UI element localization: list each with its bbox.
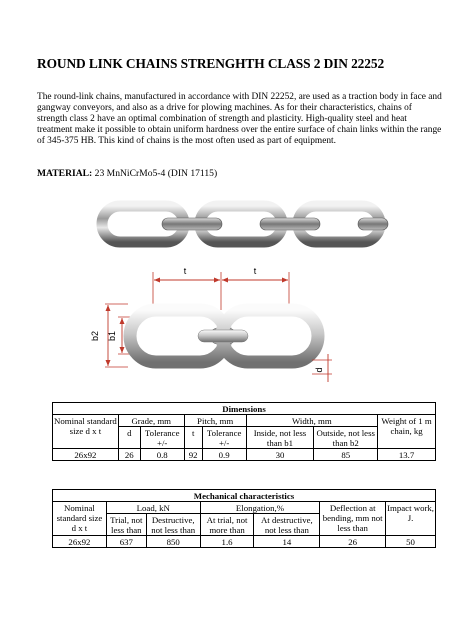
col-outside: Outside, not less than b2 bbox=[314, 427, 378, 449]
mechanical-table bbox=[52, 489, 436, 548]
intro-paragraph: The round-link chains, manufactured in accordance with DIN 22252, are used as a traction body in face and gangway conveyors, and also as a drive for plowing machines. As for their characteristics, chains of strength class 2 have an optimal combination of strength and plasticity. High-quality steel and heat treatment make it possible to obtain uniform hardness over the entire surface of chain links within the range of 345-375 HB. This kind of chains is the most often used as part of equipment. bbox=[37, 92, 442, 146]
table-cell: 14 bbox=[254, 536, 320, 548]
table-row bbox=[53, 449, 436, 461]
table-cell: 0.8 bbox=[140, 449, 184, 461]
col-nominal: Nominal standard size d x t bbox=[53, 415, 119, 449]
table-cell: 85 bbox=[314, 449, 378, 461]
col-grade-tolerance: Tolerance +/- bbox=[140, 427, 184, 449]
dim-t-label-1: t bbox=[183, 266, 187, 276]
table-cell: 0.9 bbox=[202, 449, 246, 461]
col-load: Load, kN bbox=[106, 502, 200, 514]
col-t: t bbox=[184, 427, 202, 449]
table-cell: 92 bbox=[184, 449, 202, 461]
dimensions-table bbox=[52, 402, 436, 461]
table-cell: 26 bbox=[320, 536, 386, 548]
dim-b2-label: b2 bbox=[90, 330, 100, 342]
table-cell: 26x92 bbox=[53, 536, 107, 548]
table-cell: 13.7 bbox=[378, 449, 436, 461]
col-at-destructive: At destructive, not less than bbox=[254, 514, 320, 536]
col-pitch: Pitch, mm bbox=[184, 415, 246, 427]
page-title: ROUND LINK CHAINS STRENGHTH CLASS 2 DIN 22252 bbox=[37, 56, 385, 71]
col-inside: Inside, not less than b1 bbox=[246, 427, 314, 449]
mechanical-caption: Mechanical characteristics bbox=[53, 490, 436, 502]
col-grade: Grade, mm bbox=[118, 415, 184, 427]
table-cell: 1.6 bbox=[200, 536, 254, 548]
table-cell: 26 bbox=[118, 449, 140, 461]
table-cell: 26x92 bbox=[53, 449, 119, 461]
col-weight: Weight of 1 m chain, kg bbox=[378, 415, 436, 449]
dim-d-label: d bbox=[314, 367, 324, 373]
chain-photo bbox=[100, 196, 390, 256]
dim-t-label-2: t bbox=[253, 266, 257, 276]
diagram-link-connector bbox=[198, 330, 248, 342]
dimensions-caption: Dimensions bbox=[53, 403, 436, 415]
col-width: Width, mm bbox=[246, 415, 378, 427]
table-cell: 50 bbox=[386, 536, 436, 548]
col-deflection: Deflection at bending, mm not less than bbox=[320, 502, 386, 536]
col-elongation: Elongation,% bbox=[200, 502, 320, 514]
col-destructive: Destructive, not less than bbox=[146, 514, 200, 536]
col-at-trial: At trial, not more than bbox=[200, 514, 254, 536]
table-cell: 637 bbox=[106, 536, 146, 548]
material-value: 23 MnNiCrMo5-4 (DIN 17115) bbox=[94, 168, 218, 179]
col-trial: Trial, not less than bbox=[106, 514, 146, 536]
material-line bbox=[37, 168, 217, 179]
col-impact: Impact work, J. bbox=[386, 502, 436, 536]
chain-link bbox=[162, 218, 222, 230]
chain-link bbox=[358, 218, 388, 230]
col-nominal: Nominal standard size d x t bbox=[53, 502, 107, 536]
col-d: d bbox=[118, 427, 140, 449]
chain-link bbox=[260, 218, 320, 230]
material-label: MATERIAL: bbox=[37, 168, 93, 179]
chain-diagram bbox=[80, 262, 350, 397]
dim-b1-label: b1 bbox=[107, 330, 117, 342]
table-cell: 30 bbox=[246, 449, 314, 461]
table-row bbox=[53, 536, 436, 548]
col-pitch-tolerance: Tolerance +/- bbox=[202, 427, 246, 449]
table-cell: 850 bbox=[146, 536, 200, 548]
